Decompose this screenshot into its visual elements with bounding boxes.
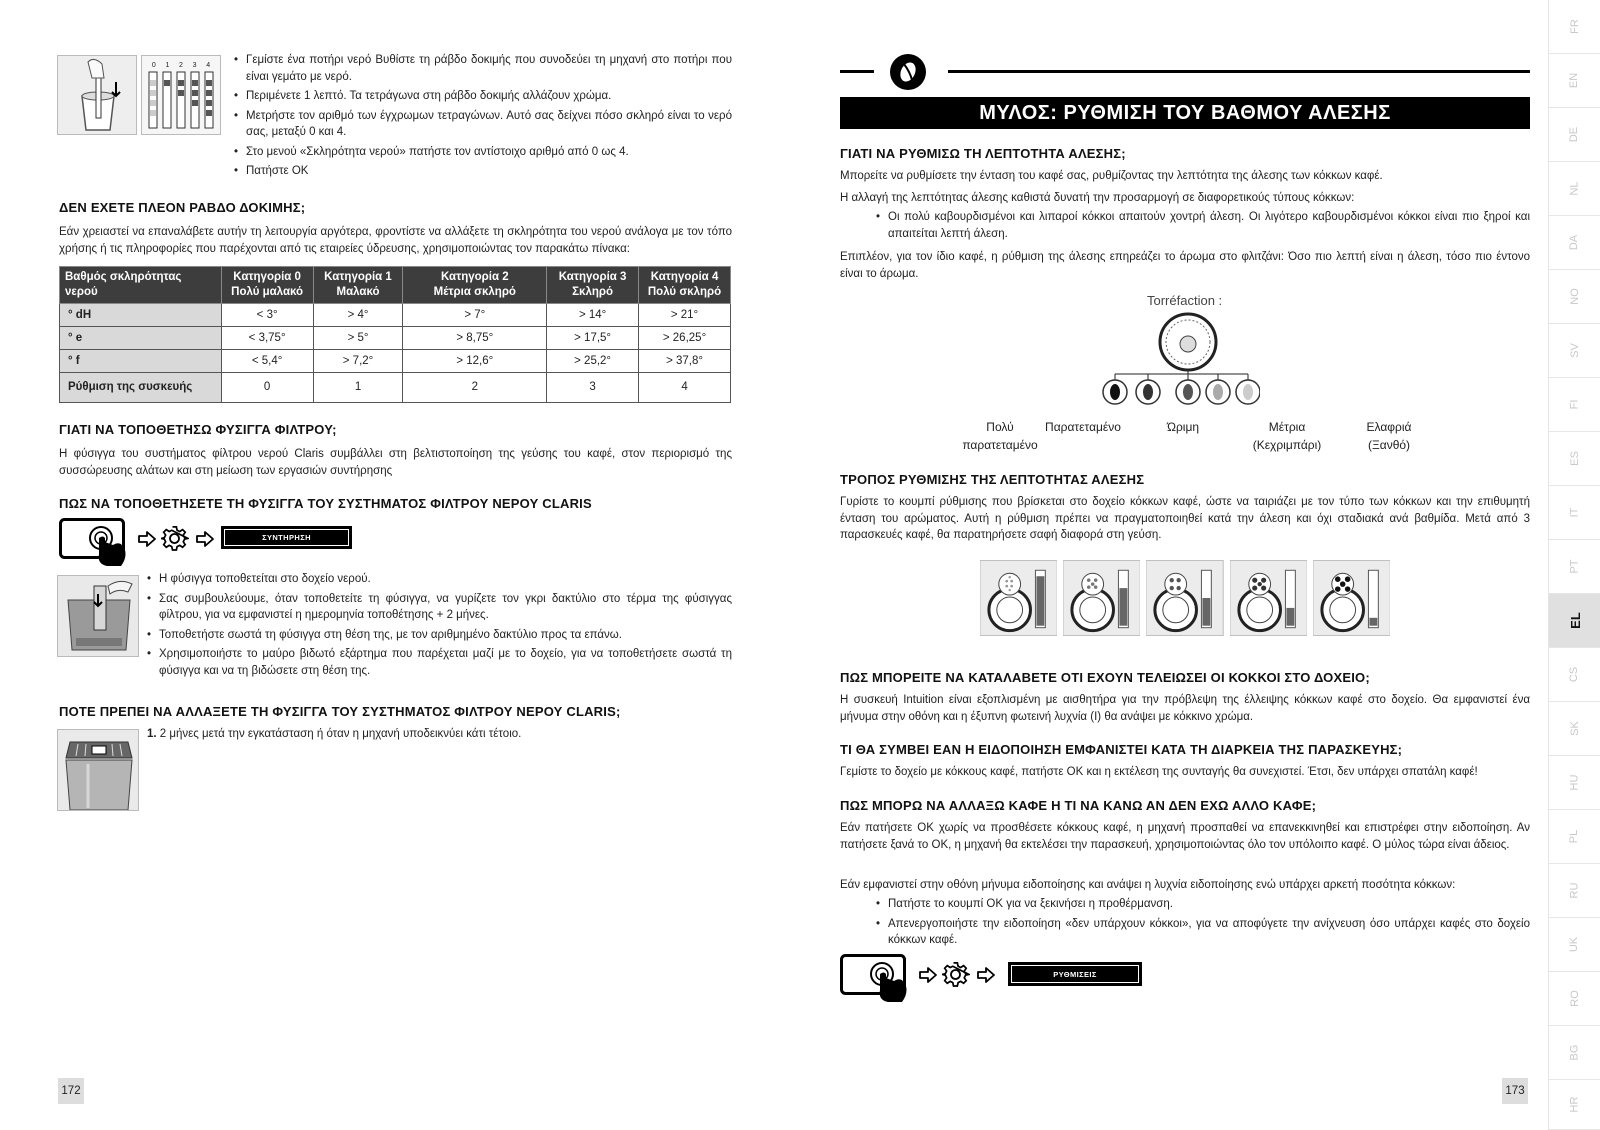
language-tab-pt[interactable]: PT bbox=[1549, 540, 1600, 594]
roast-label: Ελαφριά (Ξανθό) bbox=[1366, 420, 1412, 452]
table-header: Κατηγορία 0 Πολύ μαλακό bbox=[221, 267, 313, 304]
empty-beans-text: Η συσκευή Intuition είναι εξοπλισμένη με αισθητήρα για την πρόβλεψη της έλλειψης κόκκων καφέ στο δοχείο. Θα εμφανιστεί ένα μήνυμα στην οθόνη και η έξυπνη φωτεινή λυχνία (I) θα ανάψει με κόκκινο χρώμα. bbox=[840, 694, 1530, 723]
maintenance-button[interactable]: ΣΥΝΤΗΡΗΣΗ bbox=[221, 526, 352, 549]
change-coffee-heading: ΠΩΣ ΜΠΟΡΩ ΝΑ ΑΛΛΑΞΩ ΚΑΦΕ Η ΤΙ ΝΑ ΚΑΝΩ ΑΝ ΔΕΝ ΕΧΩ ΑΛΛΟ ΚΑΦΕ; bbox=[840, 798, 1317, 813]
gear-icon bbox=[942, 961, 970, 989]
language-tab-el[interactable]: EL bbox=[1549, 594, 1600, 648]
change-coffee-bullets bbox=[876, 896, 1530, 952]
grind-settings-strip bbox=[980, 560, 1390, 636]
grinder-dial-icon bbox=[1230, 560, 1307, 636]
language-tab-cs[interactable]: CS bbox=[1549, 648, 1600, 702]
install-steps-list bbox=[147, 571, 732, 682]
language-tab-sv[interactable]: SV bbox=[1549, 324, 1600, 378]
how-grind-heading: ΤΡΟΠΟΣ ΡΥΘΜΙΣΗΣ ΤΗΣ ΛΕΠΤΟΤΗΤΑΣ ΑΛΕΣΗΣ bbox=[840, 472, 1145, 487]
no-strip-text: Εάν χρειαστεί να επαναλάβετε αυτήν τη λειτουργία αργότερα, φροντίστε να αλλάξετε τη σκληρότητα του νερού ανάλογα με τον τόπο χρήσης ή τις πληροφορίες που παρέχονται από τις εταιρείες ύδρευσης, χρησιμοποιώντας τον παρακάτω πίνακα: bbox=[59, 226, 732, 255]
test-strip-scale bbox=[141, 55, 221, 135]
table-header: Κατηγορία 3 Σκληρό bbox=[547, 267, 639, 304]
filter-cartridge-illustration bbox=[57, 729, 139, 811]
grinder-dial-icon bbox=[980, 560, 1057, 636]
coffee-bean-icon bbox=[1213, 384, 1223, 400]
language-sidebar bbox=[1548, 0, 1600, 1130]
language-tab-en[interactable]: EN bbox=[1549, 54, 1600, 108]
strip-number: 4 bbox=[206, 62, 211, 69]
page-title bbox=[840, 97, 1530, 129]
grinder-dial-icon bbox=[1160, 314, 1216, 370]
list-item: • Η φύσιγγα τοποθετείται στο δοχείο νερού. bbox=[147, 571, 732, 588]
list-item: • Πατήστε το κουμπί OK για να ξεκινήσει η προθέρμανση. bbox=[876, 896, 1530, 913]
roast-label: Παρατεταμένο bbox=[1045, 420, 1121, 434]
table-row: Ρύθμιση της συσκευής 0 1 2 3 4 bbox=[60, 373, 731, 403]
page-title-text: ΜΥΛΟΣ: ΡΥΘΜΙΣΗ ΤΟΥ ΒΑΘΜΟΥ ΑΛΕΣΗΣ bbox=[979, 101, 1391, 124]
grinder-dial-icon bbox=[1146, 560, 1223, 636]
table-row: ° dH < 3° > 4° > 7° > 14° > 21° bbox=[60, 304, 731, 327]
settings-button[interactable]: ΡΥΘΜΙΣΕΙΣ bbox=[1008, 962, 1142, 986]
page-number-left: 172 bbox=[58, 1078, 84, 1104]
arrow-right-icon bbox=[918, 966, 938, 984]
table-header: Κατηγορία 4 Πολύ σκληρό bbox=[639, 267, 731, 304]
filter-install-illustration bbox=[57, 575, 139, 657]
page-number-right: 173 bbox=[1502, 1078, 1528, 1104]
filter-cartridge-icon bbox=[58, 730, 139, 811]
strip-number: 3 bbox=[192, 62, 197, 69]
table-row: ° e < 3,75° > 5° > 8,75° > 17,5° > 26,25° bbox=[60, 327, 731, 350]
table-header: Βαθμός σκληρότητας νερού bbox=[60, 267, 222, 304]
language-tab-fi[interactable]: FI bbox=[1549, 378, 1600, 432]
test-strip-icon bbox=[142, 70, 221, 132]
test-steps-list bbox=[234, 52, 732, 183]
install-heading: ΠΩΣ ΝΑ ΤΟΠΟΘΕΤΗΣΕΤΕ ΤΗ ΦΥΣΙΓΓΑ ΤΟΥ ΣΥΣΤΗΜΑΤΟΣ ΦΙΛΤΡΟΥ ΝΕΡΟΥ CLARIS bbox=[59, 496, 592, 511]
why-grind-bullets bbox=[876, 209, 1530, 245]
glass-icon bbox=[58, 56, 137, 135]
during-prep-text: Γεμίστε το δοχείο με κόκκους καφέ, πατήστε OK και η εκτέλεση της συνταγής θα συνεχιστεί. Έτσι, δεν υπάρχει σπατάλη καφέ! bbox=[840, 766, 1478, 778]
why-grind-p2: Η αλλαγή της λεπτότητας άλεσης καθιστά δυνατή την προσαρμογή σε διαφορετικούς τύπους κόκκων: bbox=[840, 192, 1355, 204]
why-grind-p1: Μπορείτε να ρυθμίσετε την ένταση του καφέ σας, ρυθμίζοντας την λεπτότητα της άλεσης των κόκκων καφέ. bbox=[840, 170, 1383, 182]
arrow-right-icon bbox=[137, 530, 157, 548]
settings-flow bbox=[840, 954, 1160, 1006]
list-item: • Γεμίστε ένα ποτήρι νερό Βυθίστε τη ράβδο δοκιμής που συνοδεύει τη μηχανή στο ποτήρι που είναι γεμάτο με νερό. bbox=[234, 52, 732, 85]
table-row: ° f < 5,4° > 7,2° > 12,6° > 25,2° > 37,8° bbox=[60, 350, 731, 373]
language-tab-no[interactable]: NO bbox=[1549, 270, 1600, 324]
language-tab-sk[interactable]: SK bbox=[1549, 702, 1600, 756]
language-tab-ru[interactable]: RU bbox=[1549, 864, 1600, 918]
list-item: • Μετρήστε τον αριθμό των έγχρωμων τετραγώνων. Αυτό σας δείχνει πόσο σκληρό είναι το νερό σας, μεταξύ 0 και 4. bbox=[234, 108, 732, 141]
table-header-row bbox=[60, 267, 731, 304]
language-tab-ro[interactable]: RO bbox=[1549, 972, 1600, 1026]
no-strip-heading: ΔΕΝ ΕΧΕΤΕ ΠΛΕΟΝ ΡΑΒΔΟ ΔΟΚΙΜΗΣ; bbox=[59, 200, 306, 215]
arrow-right-icon bbox=[976, 966, 996, 984]
coffee-bean-icon bbox=[890, 54, 926, 90]
strip-number: 2 bbox=[179, 62, 183, 69]
change-filter-step: 2 μήνες μετά την εγκατάσταση ή όταν η μηχανή υποδεικνύει κάτι τέτοιο. bbox=[159, 728, 522, 740]
language-tab-uk[interactable]: UK bbox=[1549, 918, 1600, 972]
water-tank-icon bbox=[58, 576, 139, 657]
coffee-bean-icon bbox=[1183, 384, 1193, 400]
strip-number: 1 bbox=[165, 62, 170, 69]
roast-label: Πολύ παρατεταμένο bbox=[962, 420, 1038, 452]
grinder-dial-icon bbox=[1063, 560, 1140, 636]
section-header-rule bbox=[948, 70, 1530, 73]
gear-icon bbox=[161, 525, 189, 553]
arrow-right-icon bbox=[195, 530, 215, 548]
why-grind-p3: Επιπλέον, για τον ίδιο καφέ, η ρύθμιση της άλεσης επηρεάζει το άρωμα στο φλιτζάνι: Όσο πιο λεπτή είναι η άλεση, τόσο πιο έντονο είναι το άρωμα. bbox=[840, 251, 1530, 280]
why-grind-heading: ΓΙΑΤΙ ΝΑ ΡΥΘΜΙΣΩ ΤΗ ΛΕΠΤΟΤΗΤΑ ΑΛΕΣΗΣ; bbox=[840, 146, 1126, 161]
coffee-bean-icon bbox=[1110, 384, 1120, 400]
list-item: • Απενεργοποιήστε την ειδοποίηση «δεν υπάρχουν κόκκοι», για να αποφύγετε την ανίχνευση όσο υπάρχει καφές στο δοχείο κόκκων καφέ. bbox=[876, 916, 1530, 949]
language-tab-it[interactable]: IT bbox=[1549, 486, 1600, 540]
test-strip-illustration bbox=[57, 55, 137, 135]
language-tab-hr[interactable]: HR bbox=[1549, 1080, 1600, 1130]
install-flow bbox=[59, 518, 379, 568]
why-filter-heading: ΓΙΑΤΙ ΝΑ ΤΟΠΟΘΕΤΗΣΩ ΦΥΣΙΓΓΑ ΦΙΛΤΡΟΥ; bbox=[59, 422, 337, 437]
coffee-bean-icon bbox=[1143, 384, 1153, 400]
change-filter-heading: ΠΟΤΕ ΠΡΕΠΕΙ ΝΑ ΑΛΛΑΞΕΤΕ ΤΗ ΦΥΣΙΓΓΑ ΤΟΥ ΣΥΣΤΗΜΑΤΟΣ ΦΙΛΤΡΟΥ ΝΕΡΟΥ CLARIS; bbox=[59, 704, 621, 719]
language-tab-bg[interactable]: BG bbox=[1549, 1026, 1600, 1080]
water-hardness-table bbox=[59, 266, 731, 403]
language-tab-da[interactable]: DA bbox=[1549, 216, 1600, 270]
roast-label: Μέτρια (Κεχριμπάρι) bbox=[1252, 420, 1322, 452]
list-item: • Πατήστε OK bbox=[234, 163, 732, 180]
list-item: • Τοποθετήστε σωστά τη φύσιγγα στη θέση της, με τον αριθμημένο δακτύλιο προς τα επάνω. bbox=[147, 627, 732, 644]
step-number: 1. bbox=[147, 728, 157, 740]
during-prep-heading: ΤΙ ΘΑ ΣΥΜΒΕΙ ΕΑΝ Η ΕΙΔΟΠΟΙΗΣΗ ΕΜΦΑΝΙΣΤΕΙ ΚΑΤΑ ΤΗ ΔΙΑΡΚΕΙΑ ΤΗΣ ΠΑΡΑΣΚΕΥΗΣ; bbox=[840, 742, 1403, 757]
language-tab-de[interactable]: DE bbox=[1549, 108, 1600, 162]
list-item: • Σας συμβουλεύουμε, όταν τοποθετείτε τη φύσιγγα, να γυρίζετε τον γκρι δακτύλιο στο τέρμα της φύσιγγας φίλτρου, για να εμφανιστεί η ημερομηνία τοποθέτησης + 2 μήνες. bbox=[147, 591, 732, 624]
empty-beans-heading: ΠΩΣ ΜΠΟΡΕΙΤΕ ΝΑ ΚΑΤΑΛΑΒΕΤΕ ΟΤΙ ΕΧΟΥΝ ΤΕΛΕΙΩΣΕΙ ΟΙ ΚΟΚΚΟΙ ΣΤΟ ΔΟΧΕΙΟ; bbox=[840, 670, 1370, 685]
how-grind-text: Γυρίστε το κουμπί ρύθμισης που βρίσκεται στο δοχείο κόκκων καφέ, ώστε να ταιριάζει με τον τύπο των κόκκων και την επιθυμητή ένταση του αρώματος. Αυτή η ρύθμιση πρέπει να πραγματοποιηθεί κατά την άλεση και όχι σταδιακά ανά βαθμίδα. Μετά από 3 παρασκευές καφέ, θα παρατηρήσετε σαφή διαφορά στη γεύση. bbox=[840, 496, 1530, 541]
language-tab-pl[interactable]: PL bbox=[1549, 810, 1600, 864]
list-item: • Περιμένετε 1 λεπτό. Τα τετράγωνα στη ράβδο δοκιμής αλλάζουν χρώμα. bbox=[234, 88, 732, 105]
language-tab-fr[interactable]: FR bbox=[1549, 0, 1600, 54]
roast-label: Ώριμη bbox=[1166, 420, 1200, 434]
table-header: Κατηγορία 1 Μαλακό bbox=[313, 267, 403, 304]
strip-number: 0 bbox=[151, 62, 156, 69]
language-tab-es[interactable]: ES bbox=[1549, 432, 1600, 486]
roast-diagram bbox=[1100, 312, 1260, 412]
language-tab-nl[interactable]: NL bbox=[1549, 162, 1600, 216]
list-item: • Χρησιμοποιήστε το μαύρο βιδωτό εξάρτημα που παρέχεται μαζί με το δοχείο, για να τοποθετήσετε σωστά τη φύσιγγα και να τη βιδώσετε στη θέση της. bbox=[147, 646, 732, 679]
touch-screen-icon bbox=[59, 518, 131, 568]
roast-title: Torréfaction : bbox=[1147, 293, 1223, 308]
change-coffee-p1: Εάν πατήσετε OK χωρίς να προσθέσετε κόκκους καφέ, η μηχανή προσπαθεί να επανεκκινηθεί και επιστρέφει στην ειδοποίηση. Αν πατήσετε ξανά το OK, η μηχανή θα εκτελέσει την παρασκευή, χρησιμοποιώντας όλο τον υπόλοιπο καφέ. Ο μύλος τώρα είναι άδειος. bbox=[840, 822, 1530, 851]
why-filter-text: Η φύσιγγα του συστήματος φίλτρου νερού Claris συμβάλλει στη βελτιστοποίηση της γεύσης του καφέ, στον περιορισμό της συσσώρευσης αλάτων και στη μείωση των εργασιών συντήρησης bbox=[59, 448, 732, 477]
table-header: Κατηγορία 2 Μέτρια σκληρό bbox=[403, 267, 547, 304]
touch-screen-icon bbox=[840, 954, 912, 1006]
grinder-dial-icon bbox=[1313, 560, 1390, 636]
change-filter-text bbox=[147, 726, 732, 743]
list-item: • Οι πολύ καβουρδισμένοι και λιπαροί κόκκοι απαιτούν χοντρή άλεση. Οι λιγότερο καβουρδισμένοι κόκκοι είναι πιο ξηροί και απαιτείται λεπτή άλεση. bbox=[876, 209, 1530, 242]
language-tab-hu[interactable]: HU bbox=[1549, 756, 1600, 810]
coffee-bean-icon bbox=[1243, 384, 1253, 400]
section-header-rule bbox=[840, 70, 874, 73]
change-coffee-p2: Εάν εμφανιστεί στην οθόνη μήνυμα ειδοποίησης και ανάψει η λυχνία ειδοποίησης ενώ υπάρχει αρκετή ποσότητα κόκκων: bbox=[840, 879, 1456, 891]
list-item: • Στο μενού «Σκληρότητα νερού» πατήστε τον αντίστοιχο αριθμό από 0 ως 4. bbox=[234, 144, 732, 161]
